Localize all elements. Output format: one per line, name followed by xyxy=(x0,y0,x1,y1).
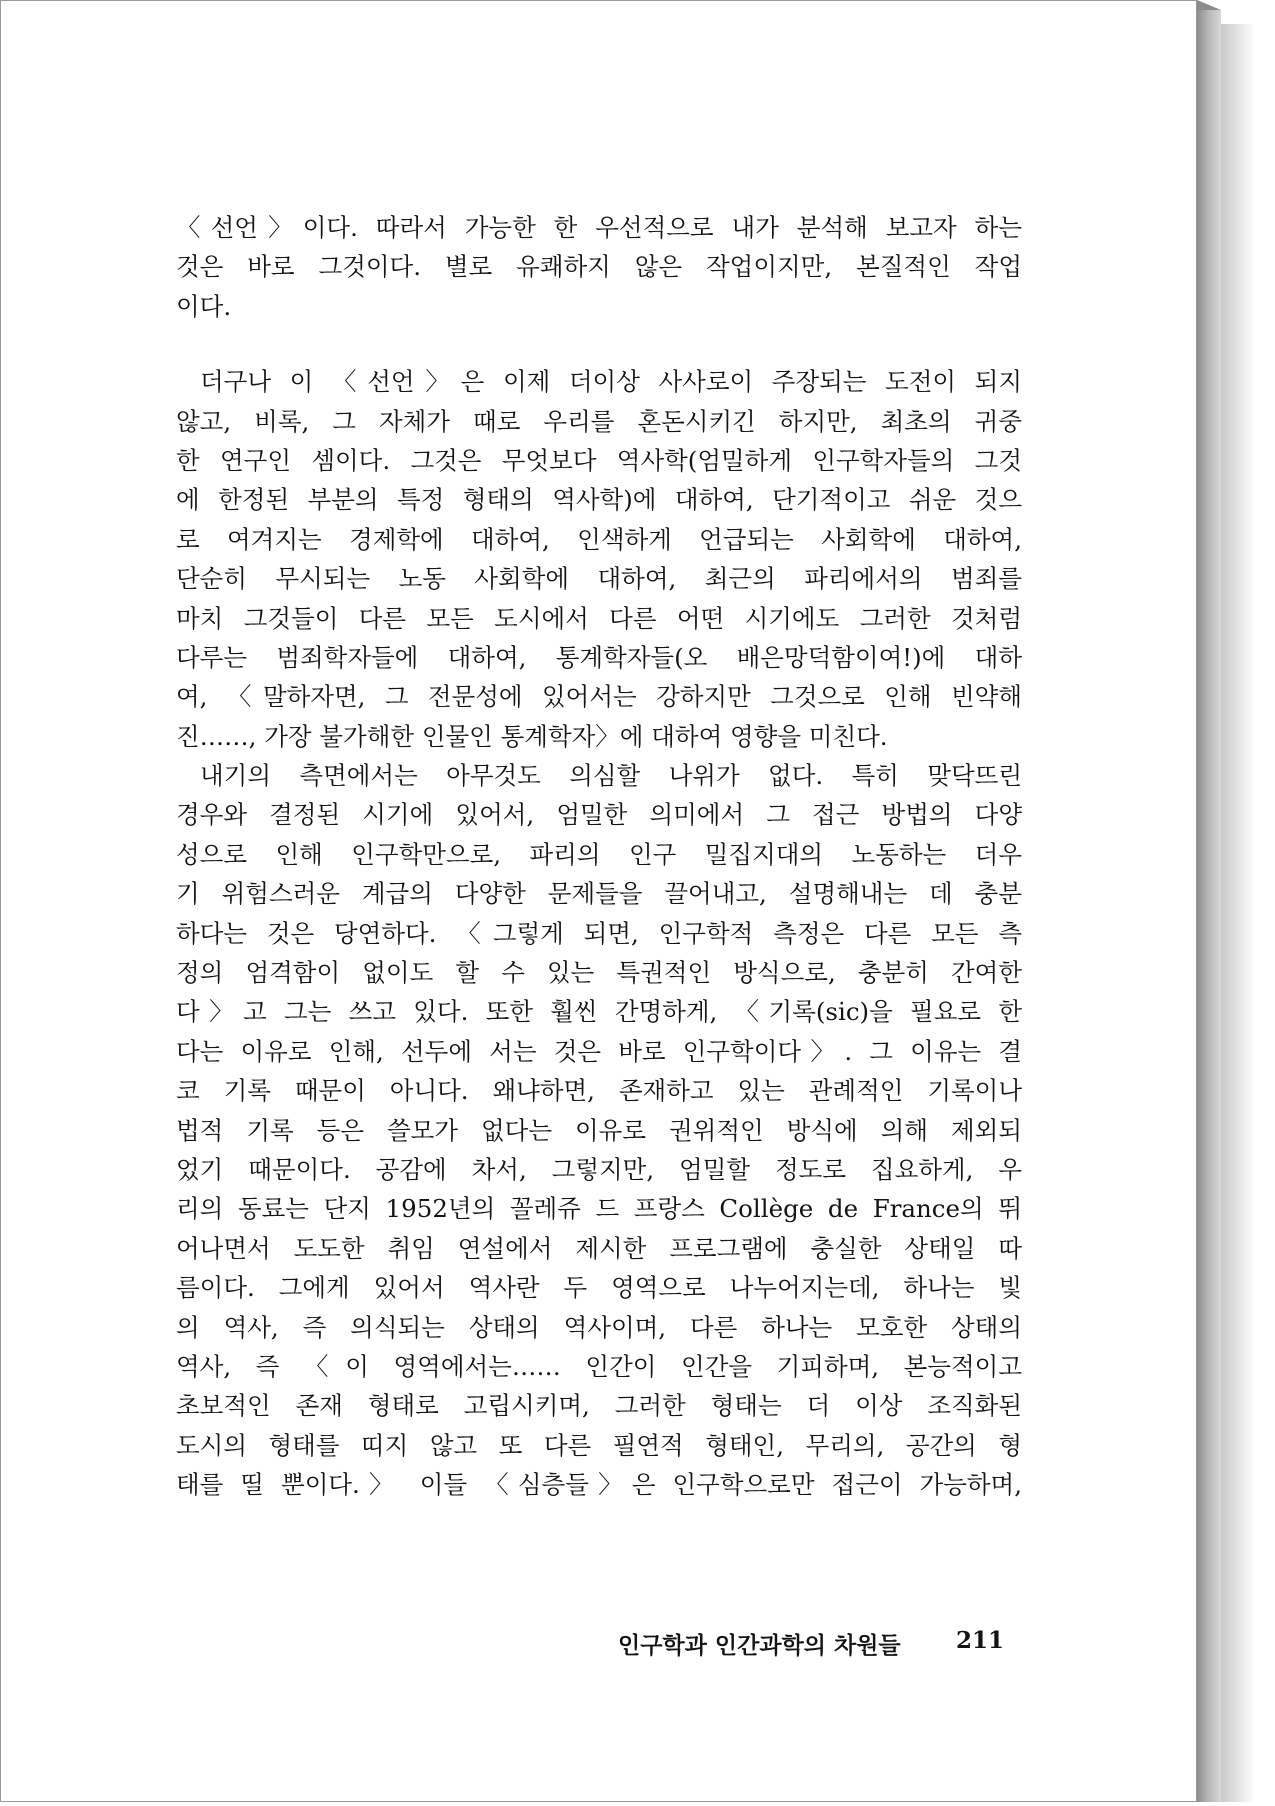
text-line: 마치 그것들이 다른 모든 도시에서 다른 어떤 시기에도 그러한 것처럼 xyxy=(176,603,1022,633)
running-footer-title: 인구학과 인간과학의 차원들 xyxy=(618,1632,901,1659)
text-line: 다〉고 그는 쓰고 있다. 또한 훨씬 간명하게, 〈기록(sic)을 필요로 한 xyxy=(176,997,1022,1027)
text-line: 어나면서 도도한 취임 연설에서 제시한 프로그램에 충실한 상태일 따 xyxy=(176,1233,1022,1263)
text-line: 더구나 이 〈선언〉은 이제 더이상 사사로이 주장되는 도전이 되지 xyxy=(200,367,1022,397)
text-line: 성으로 인해 인구학만으로, 파리의 인구 밀집지대의 노동하는 더우 xyxy=(176,839,1022,869)
text-line: 것은 바로 그것이다. 별로 유쾌하지 않은 작업이지만, 본질적인 작업 xyxy=(176,252,1022,282)
page-stack-top-edge xyxy=(1197,0,1221,10)
text-line: 경우와 결정된 시기에 있어서, 엄밀한 의미에서 그 접근 방법의 다양 xyxy=(176,800,1022,830)
text-line: 기 위험스러운 계급의 다양한 문제들을 끌어내고, 설명해내는 데 충분 xyxy=(176,879,1022,909)
text-line: 초보적인 존재 형태로 고립시키며, 그러한 형태는 더 이상 조직화된 xyxy=(176,1391,1022,1421)
paragraph-3 xyxy=(176,756,1022,1504)
running-footer xyxy=(618,1627,1004,1660)
paragraph-1 xyxy=(176,208,1022,326)
text-line: 태를 띨 뿐이다.〉 이들 〈심층들〉은 인구학으로만 접근이 가능하며, xyxy=(176,1470,1022,1500)
text-line: 내기의 측면에서는 아무것도 의심할 나위가 없다. 특히 맞닥뜨린 xyxy=(200,761,1022,791)
text-line: 이다. xyxy=(176,291,232,321)
text-line: 한 연구인 셈이다. 그것은 무엇보다 역사학(엄밀하게 인구학자들의 그것 xyxy=(176,445,1022,475)
text-line: 었기 때문이다. 공감에 차서, 그렇지만, 엄밀할 정도로 집요하게, 우 xyxy=(176,1154,1022,1184)
text-line: 로 여겨지는 경제학에 대하여, 인색하게 언급되는 사회학에 대하여, xyxy=(176,524,1022,554)
text-line: 름이다. 그에게 있어서 역사란 두 영역으로 나누어지는데, 하나는 빛 xyxy=(176,1273,1022,1303)
page-number: 211 xyxy=(955,1627,1004,1654)
text-line: 리의 동료는 단지 1952년의 꼴레쥬 드 프랑스 Collège de France의 뛰 xyxy=(176,1194,1022,1224)
text-line: 도시의 형태를 띠지 않고 또 다른 필연적 형태인, 무리의, 공간의 형 xyxy=(176,1430,1022,1460)
paragraph-2 xyxy=(176,362,1022,756)
text-line: 의 역사, 즉 의식되는 상태의 역사이며, 다른 하나는 모호한 상태의 xyxy=(176,1312,1022,1342)
text-line: 다는 이유로 인해, 선두에 서는 것은 바로 인구학이다〉. 그 이유는 결 xyxy=(176,1036,1022,1066)
text-line: 에 한정된 부분의 특정 형태의 역사학)에 대하여, 단기적이고 쉬운 것으 xyxy=(176,485,1022,515)
page-shadow xyxy=(1221,24,1255,1802)
text-line: 다루는 범죄학자들에 대하여, 통계학자들(오 배은망덕함이여!)에 대하 xyxy=(176,642,1022,672)
text-line: 〈선언〉이다. 따라서 가능한 한 우선적으로 내가 분석해 보고자 하는 xyxy=(176,213,1022,242)
body-text xyxy=(176,208,1022,1505)
text-line: 역사, 즉 〈이 영역에서는…… 인간이 인간을 기피하며, 본능적이고 xyxy=(176,1351,1022,1381)
text-line: 않고, 비록, 그 자체가 때로 우리를 혼돈시키긴 하지만, 최초의 귀중 xyxy=(176,406,1022,436)
text-line: 하다는 것은 당연하다. 〈그렇게 되면, 인구학적 측정은 다른 모든 측 xyxy=(176,918,1022,948)
text-line: 법적 기록 등은 쓸모가 없다는 이유로 권위적인 방식에 의해 제외되 xyxy=(176,1115,1022,1145)
page-stack-edge xyxy=(1197,10,1221,1802)
text-line: 코 기록 때문이 아니다. 왜냐하면, 존재하고 있는 관례적인 기록이나 xyxy=(176,1076,1022,1106)
text-line: 진……, 가장 불가해한 인물인 통계학자〉에 대하여 영향을 미친다. xyxy=(176,721,888,751)
text-line: 정의 엄격함이 없이도 할 수 있는 특권적인 방식으로, 충분히 간여한 xyxy=(176,958,1022,988)
text-line: 단순히 무시되는 노동 사회학에 대하여, 최근의 파리에서의 범죄를 xyxy=(176,564,1022,594)
text-line: 여, 〈말하자면, 그 전문성에 있어서는 강하지만 그것으로 인해 빈약해 xyxy=(176,682,1022,712)
